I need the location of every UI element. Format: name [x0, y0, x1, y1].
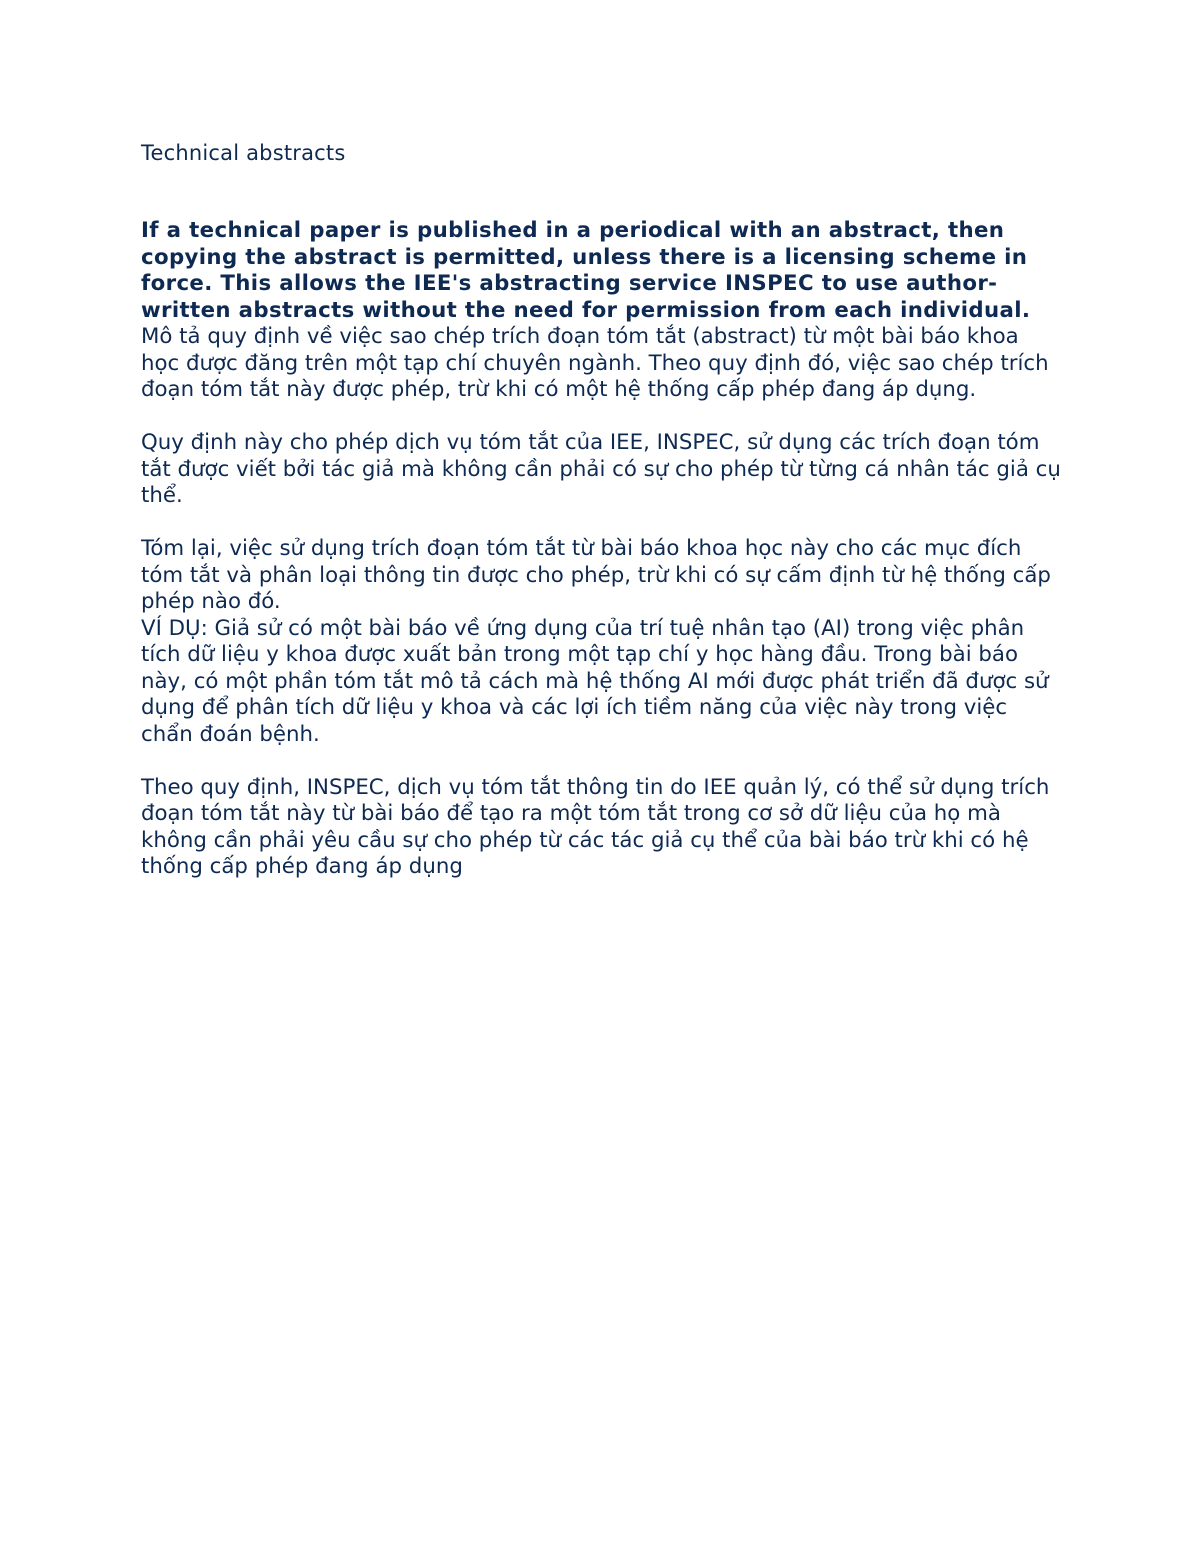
paragraph-description: Mô tả quy định về việc sao chép trích đoạn tóm tắt (abstract) từ một bài báo khoa học được đăng trên một tạp chí chuyên ngành. Theo quy định đó, việc sao chép trích đoạn tóm tắt này được phép, trừ khi có một hệ thống cấp phép đang áp dụng.	[141, 324, 1049, 402]
paragraph-summary: Tóm lại, việc sử dụng trích đoạn tóm tắt từ bài báo khoa học này cho các mục đích tóm tắt và phân loại thông tin được cho phép, trừ khi có sự cấm định từ hệ thống cấp phép nào đó.	[141, 536, 1051, 614]
lead-paragraph: If a technical paper is published in a periodical with an abstract, then copying the abstract is permitted, unless there is a licensing scheme in force. This allows the IEE's abstracting service INSPEC to use author-written abstracts without the need for permission from each individual.	[141, 218, 1031, 323]
paragraph-spacer	[141, 404, 1061, 431]
paragraph-spacer	[141, 748, 1061, 775]
document-title: Technical abstracts	[141, 141, 346, 165]
paragraph-conclusion: Theo quy định, INSPEC, dịch vụ tóm tắt thông tin do IEE quản lý, có thể sử dụng trích đoạn tóm tắt này từ bài báo để tạo ra một tóm tắt trong cơ sở dữ liệu của họ mà không cần phải yêu cầu sự cho phép từ các tác giả cụ thể của bài báo trừ khi có hệ thống cấp phép đang áp dụng	[141, 774, 1050, 879]
document-page	[141, 139, 1061, 881]
paragraph-permission: Quy định này cho phép dịch vụ tóm tắt của IEE, INSPEC, sử dụng các trích đoạn tóm tắt được viết bởi tác giả mà không cần phải có sự cho phép từ từng cá nhân tác giả cụ thể.	[141, 430, 1061, 508]
paragraph-example: VÍ DỤ: Giả sử có một bài báo về ứng dụng của trí tuệ nhân tạo (AI) trong việc phân tích dữ liệu y khoa được xuất bản trong một tạp chí y học hàng đầu. Trong bài báo này, có một phần tóm tắt mô tả cách mà hệ thống AI mới được phát triển đã được sử dụng để phân tích dữ liệu y khoa và các lợi ích tiềm năng của việc này trong việc chẩn đoán bệnh.	[141, 615, 1049, 747]
paragraph-spacer	[141, 510, 1061, 537]
